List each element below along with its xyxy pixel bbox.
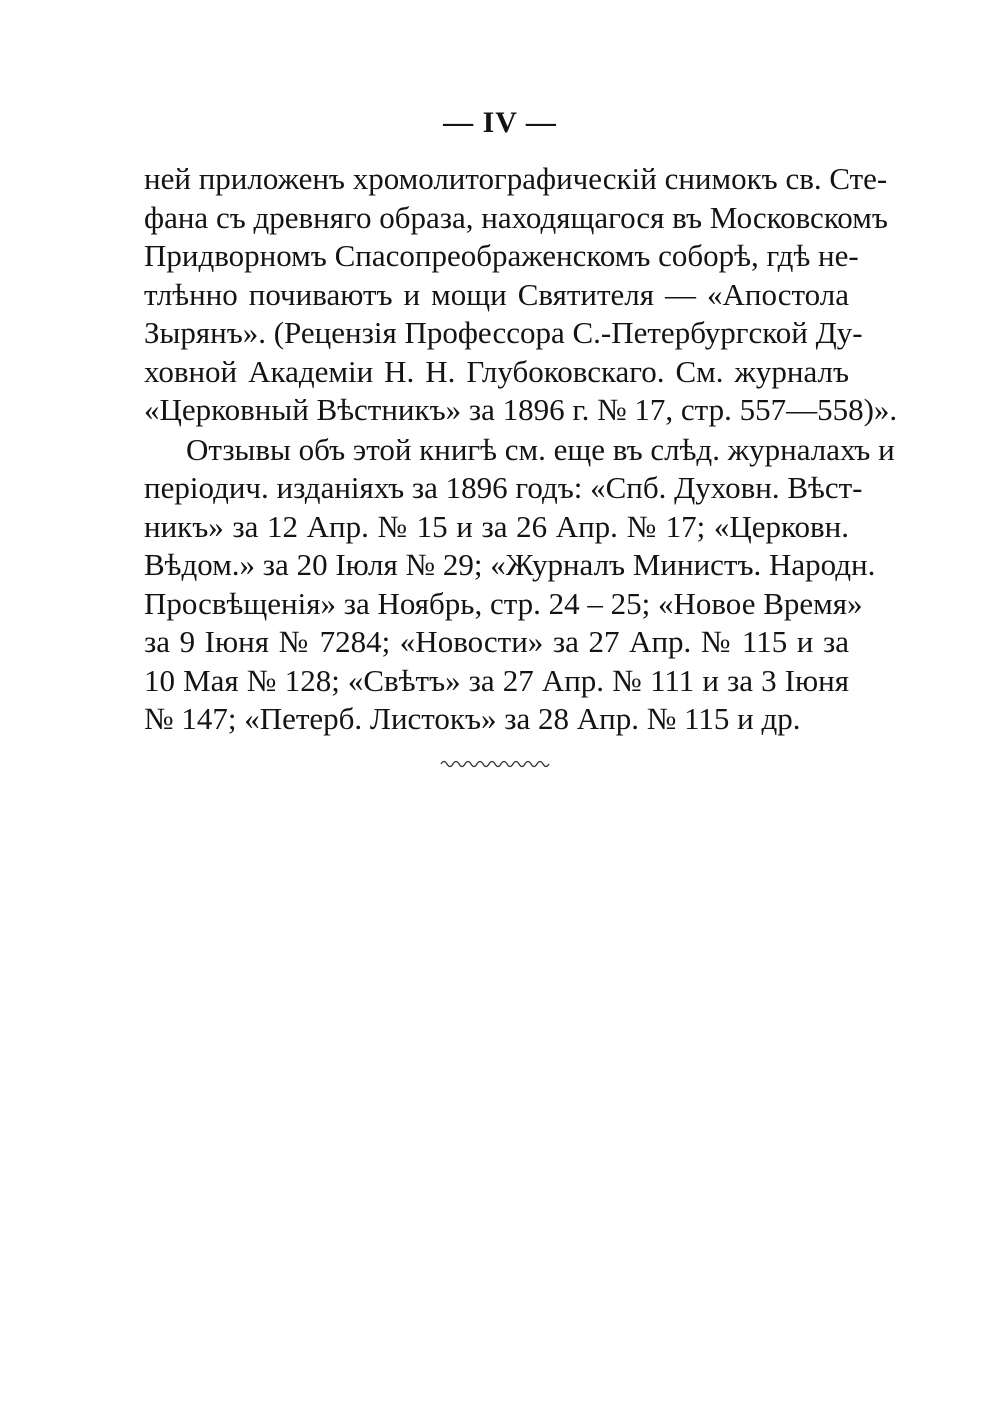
text-line: № 147; «Петерб. Листокъ» за 28 Апр. № 115 и др. — [144, 701, 801, 736]
text-line: Зырянъ». (Рецензія Профессора С.-Петербургской Ду- — [144, 315, 863, 350]
text-line: фана съ древняго образа, находящагося въ Московскомъ — [144, 199, 888, 235]
text-line: за 9 Іюня № 7284; «Новости» за 27 Апр. № 115 и за — [144, 624, 849, 659]
text-line: Придворномъ Спасопреображенскомъ соборѣ, гдѣ не- — [144, 238, 859, 273]
text-line: «Церковный Вѣстникъ» за 1896 г. № 17, стр. 557—558)». — [144, 392, 898, 427]
body-text — [144, 160, 898, 739]
page-number: — IV — — [443, 106, 557, 139]
text-line: тлѣнно почиваютъ и мощи Святителя — «Апостола — [144, 276, 849, 312]
text-line: Вѣдом.» за 20 Іюля № 29; «Журналъ Министъ. Народн. — [144, 547, 876, 582]
text-line: ней приложенъ хромолитографическій снимокъ св. Сте- — [144, 161, 888, 196]
wavy-divider-icon — [439, 756, 553, 770]
paragraph-review — [144, 160, 898, 430]
paragraph-references — [144, 431, 895, 739]
text-line: Просвѣщенія» за Ноябрь, стр. 24 – 25; «Новое Время» — [144, 585, 863, 621]
text-line: никъ» за 12 Апр. № 15 и за 26 Апр. № 17; «Церковн. — [144, 508, 849, 544]
text-line: 10 Мая № 128; «Свѣтъ» за 27 Апр. № 111 и за 3 Іюня — [144, 662, 849, 698]
text-line: періодич. изданіяхъ за 1896 годъ: «Спб. Духовн. Вѣст- — [144, 470, 863, 505]
text-line: Отзывы объ этой книгѣ см. еще въ слѣд. журналахъ и — [186, 431, 895, 467]
text-line: ховной Академіи Н. Н. Глубоковскаго. См. журналъ — [144, 353, 849, 389]
